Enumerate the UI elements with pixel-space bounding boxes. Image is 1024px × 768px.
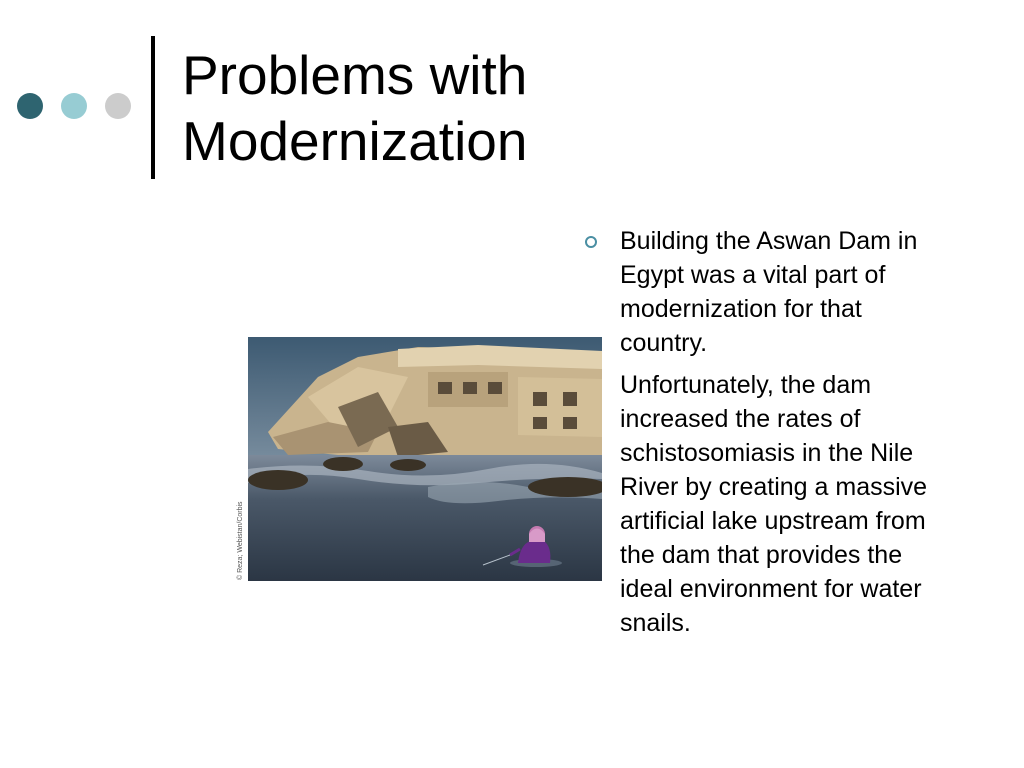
dot-dark bbox=[17, 93, 43, 119]
photo-credit: © Reza; Webistan/Corbis bbox=[237, 501, 244, 580]
dot-light bbox=[61, 93, 87, 119]
bullet-text: Building the Aswan Dam in Egypt was a vital part of modernization for that country. bbox=[620, 227, 918, 357]
slide-title: Problems with Modernization bbox=[182, 44, 528, 172]
title-divider bbox=[151, 36, 155, 179]
bullet-circle-icon bbox=[585, 236, 597, 248]
bullet-item bbox=[585, 368, 945, 640]
collapsed-building-photo bbox=[248, 337, 602, 581]
dot-gray bbox=[105, 93, 131, 119]
bullet-item bbox=[585, 224, 945, 360]
bullet-list bbox=[585, 224, 945, 648]
bullet-text: Unfortunately, the dam increased the rates of schistosomiasis in the Nile River by creating a massive artificial lake upstream from the dam that provides the ideal environment for water snails. bbox=[620, 371, 928, 637]
